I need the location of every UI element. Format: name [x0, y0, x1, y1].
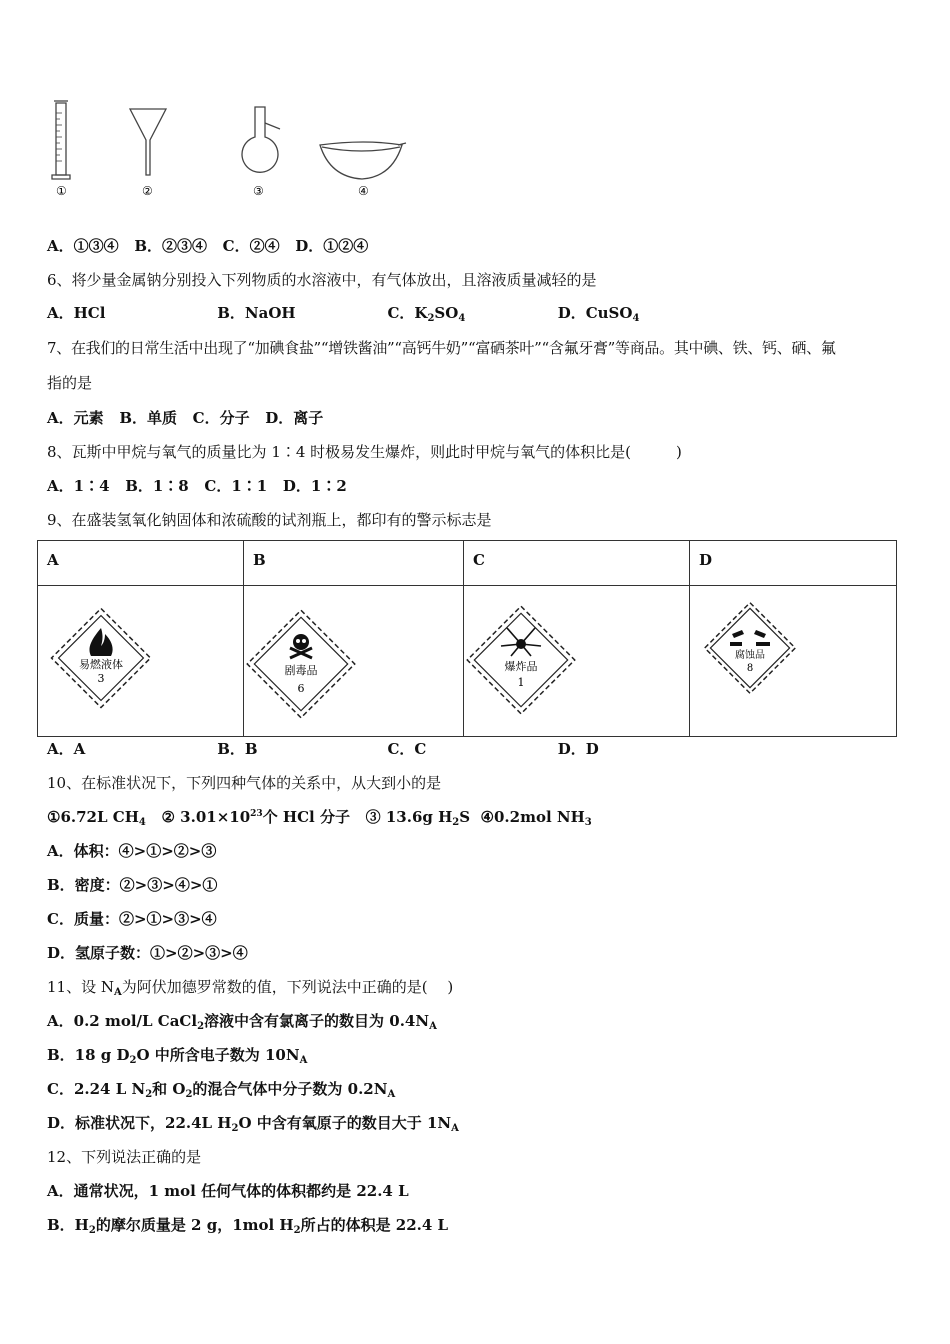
- option: B．单质: [119, 409, 177, 427]
- q10-stem: 10、在标准状况下，下列四种气体的关系中，从大到小的是: [47, 774, 442, 792]
- apparatus-label: ③: [253, 184, 264, 198]
- q12-stem: 12、下列说法正确的是: [47, 1148, 202, 1166]
- q8-options: [47, 476, 347, 496]
- funnel-icon: [130, 109, 166, 175]
- q7-options: [47, 408, 323, 428]
- sign-label: 剧毒品: [284, 664, 318, 677]
- option: B．1∶8: [125, 477, 189, 495]
- q9-options: [47, 739, 599, 759]
- option: D．①②④: [295, 237, 369, 255]
- option: A．元素: [47, 409, 104, 427]
- table-header-cell: A: [38, 541, 244, 586]
- table-header-cell: C: [464, 541, 690, 586]
- table-header-cell: D: [690, 541, 897, 586]
- option: A．体积：④>①>②>③: [47, 842, 217, 860]
- option: A．①③④: [47, 237, 119, 255]
- option: A．HCl: [47, 304, 106, 322]
- option: B．NaOH: [217, 304, 296, 322]
- q9-stem: 9、在盛装氢氧化钠固体和浓硫酸的试剂瓶上，都印有的警示标志是: [47, 511, 492, 529]
- evaporating-dish-icon: [320, 142, 406, 179]
- sign-number: 1: [517, 676, 525, 689]
- sign-label: 易燃液体: [79, 658, 123, 671]
- option: B．②③④: [134, 237, 207, 255]
- sign-label: 爆炸品: [504, 660, 538, 673]
- apparatus-figure: [40, 95, 420, 205]
- sign-cell: [690, 586, 897, 737]
- flask-icon: [242, 107, 280, 172]
- option: C．2.24 L $N_2$和 $O_2$的混合气体中分子数为 $0.2N_A$: [47, 1080, 396, 1100]
- q6-stem: 6、将少量金属钠分别投入下列物质的水溶液中，有气体放出，且溶液质量减轻的是: [47, 271, 597, 289]
- option: B．18 g $D_2O$ 中所含电子数为 $10N_A$: [47, 1046, 308, 1066]
- explosive-icon: [464, 586, 689, 732]
- option: A．0.2 mol/L CaCl$_2$溶液中含有氯离子的数目为 $0.4N_A$: [47, 1012, 437, 1032]
- q11-stem: 11、设 $N_A$为阿伏加德罗常数的值，下列说法中正确的是( ): [47, 978, 454, 998]
- flammable-liquid-icon: [38, 586, 243, 732]
- option: D．标准状况下，22.4L $H_2O$ 中含有氧原子的数目大于 $1N_A$: [47, 1114, 459, 1134]
- option: D．1∶2: [282, 477, 347, 495]
- q6-options: [47, 303, 639, 323]
- q7-stem-cont: 指的是: [47, 374, 93, 392]
- option: C．②④: [222, 237, 280, 255]
- option: A．A: [47, 740, 86, 758]
- option: C．1∶1: [204, 477, 268, 495]
- q5-options: [47, 236, 368, 256]
- sign-cell: [464, 586, 690, 737]
- option: D．CuSO$_4$: [557, 304, 640, 324]
- sign-number: 6: [297, 682, 305, 695]
- option: C．C: [387, 740, 427, 758]
- sign-number: 3: [97, 672, 105, 685]
- option: C．质量：②>①>③>④: [47, 910, 217, 928]
- graduated-cylinder-icon: [52, 101, 70, 179]
- apparatus-label: ②: [142, 184, 153, 198]
- option: C．分子: [192, 409, 250, 427]
- q8-stem: 8、瓦斯中甲烷与氧气的质量比为 1∶4 时极易发生爆炸，则此时甲烷与氧气的体积比是( ): [47, 443, 682, 461]
- option: C．$K_2SO_4$: [387, 304, 466, 324]
- option: B．密度：②>③>④>①: [47, 876, 218, 894]
- option: A．通常状况，1 mol 任何气体的体积都约是 22.4 L: [47, 1182, 409, 1200]
- corrosive-icon: [690, 586, 895, 732]
- option: D．氢原子数：①>②>③>④: [47, 944, 248, 962]
- option: D．D: [557, 740, 599, 758]
- sign-cell: [244, 586, 464, 737]
- warning-sign-table: [37, 540, 897, 737]
- option: B．$H_2$的摩尔质量是 2 g，1mol $H_2$所占的体积是 22.4 L: [47, 1216, 449, 1236]
- apparatus-label: ①: [56, 184, 67, 198]
- sign-number: 8: [746, 663, 754, 674]
- q7-stem: 7、在我们的日常生活中出现了“加碘食盐”“增铁酱油”“高钙牛奶”“富硒茶叶”“含氟牙膏”等商品。其中碘、铁、钙、硒、氟: [47, 339, 836, 357]
- option: A．1∶4: [47, 477, 110, 495]
- apparatus-label: ④: [358, 184, 369, 198]
- q10-gases: ①6.72L $CH_4$ ② $3.01\times 10^{23}$个 HCl 分子 ③ 13.6g $H_2S$ ④0.2mol $NH_3$: [47, 808, 592, 828]
- sign-cell: [38, 586, 244, 737]
- option: D．离子: [265, 409, 324, 427]
- table-header-cell: B: [244, 541, 464, 586]
- sign-label: 腐蚀品: [735, 650, 765, 661]
- toxic-icon: [244, 586, 463, 732]
- option: B．B: [217, 740, 258, 758]
